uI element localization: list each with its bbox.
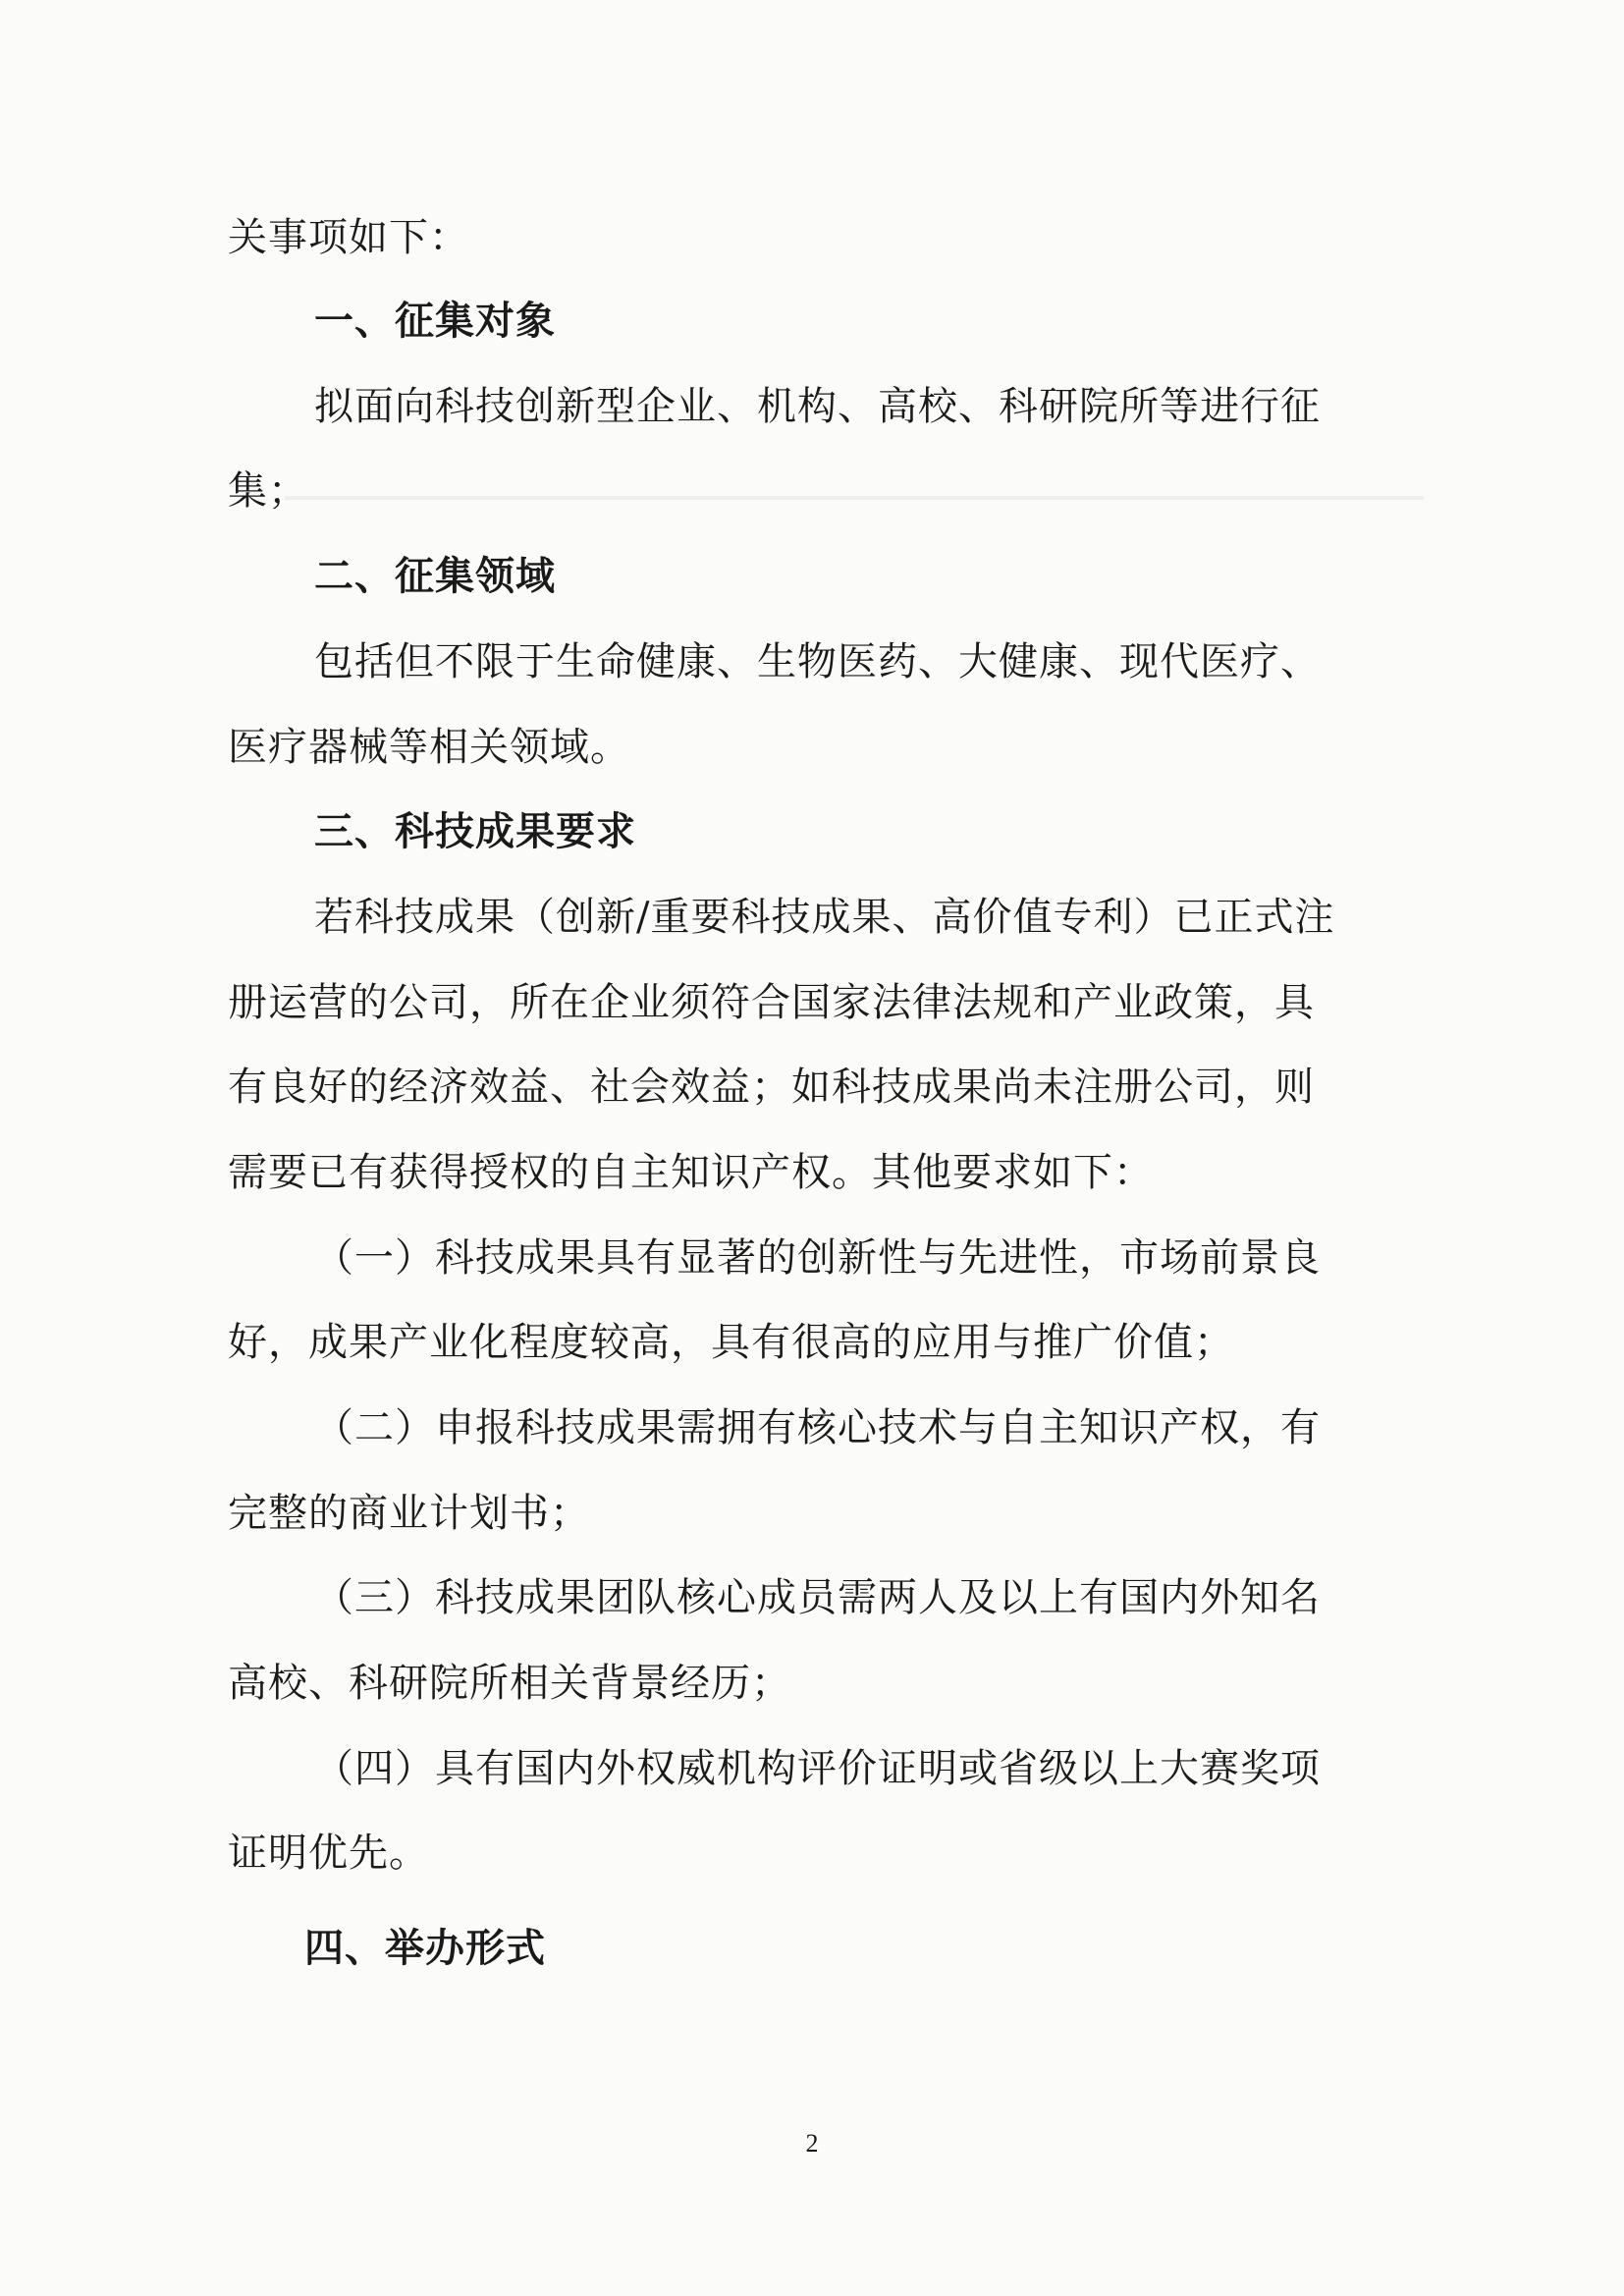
- text-line: 集；: [228, 468, 308, 514]
- text-line: 证明优先。: [228, 1831, 429, 1876]
- text-line: （四）具有国内外权威机构评价证明或省级以上大赛奖项: [314, 1746, 1321, 1791]
- text-line: 需要已有获得授权的自主知识产权。其他要求如下：: [228, 1150, 1154, 1195]
- text-line: 拟面向科技创新型企业、机构、高校、科研院所等进行征: [314, 384, 1321, 429]
- text-line: 包括但不限于生命健康、生物医药、大健康、现代医疗、: [314, 639, 1321, 684]
- section-heading: 二、征集领域: [314, 554, 556, 599]
- text-line: 册运营的公司，所在企业须符合国家法律法规和产业政策，具: [228, 980, 1315, 1025]
- text-line: 完整的商业计划书；: [228, 1491, 590, 1536]
- text-line: 有良好的经济效益、社会效益；如科技成果尚未注册公司，则: [228, 1065, 1315, 1110]
- section-heading: 三、科技成果要求: [314, 809, 636, 854]
- section-heading: 四、举办形式: [304, 1926, 546, 1971]
- text-line: 高校、科研院所相关背景经历；: [228, 1661, 791, 1706]
- text-line: 若科技成果（创新/重要科技成果、高价值专利）已正式注: [314, 895, 1335, 940]
- text-line: （二）申报科技成果需拥有核心技术与自主知识产权，有: [314, 1405, 1321, 1450]
- text-line: 好，成果产业化程度较高，具有很高的应用与推广价值；: [228, 1320, 1234, 1365]
- text-line: （三）科技成果团队核心成员需两人及以上有国内外知名: [314, 1575, 1321, 1620]
- text-line: 医疗器械等相关领域。: [228, 725, 630, 770]
- text-line: 关事项如下：: [228, 215, 469, 260]
- page-number: 2: [805, 2129, 819, 2158]
- section-heading: 一、征集对象: [314, 299, 556, 344]
- text-line: （一）科技成果具有显著的创新性与先进性，市场前景良: [314, 1235, 1321, 1281]
